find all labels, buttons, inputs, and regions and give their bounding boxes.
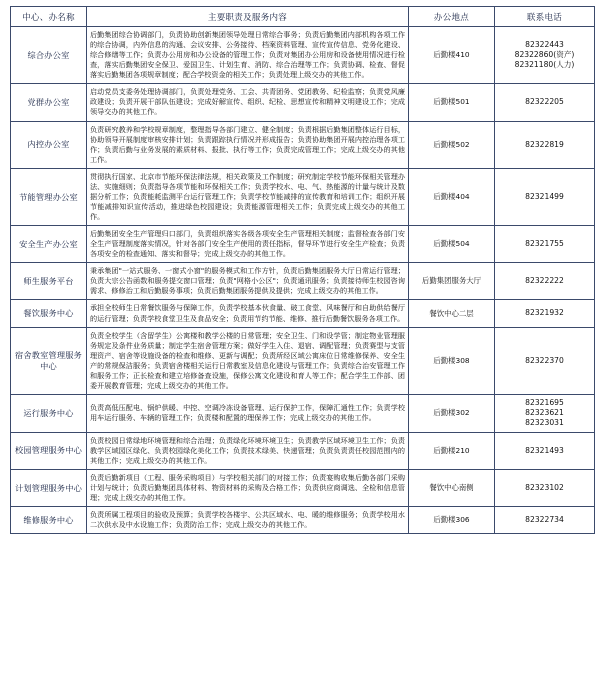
- cell-duty: 负责所属工程项目的验收及预算；负责学校各楼宇、公共区域水、电、暖的维修服务；负责学校用水二次供水及中水设施工作；负责防治工作；完成上级交办的其他工作。: [87, 507, 409, 534]
- phone-number: 82322860(资产): [514, 50, 575, 60]
- cell-place: 后勤楼302: [409, 394, 495, 432]
- cell-phone: [495, 263, 595, 300]
- cell-place: 后勤楼502: [409, 121, 495, 168]
- table-row: [11, 394, 595, 432]
- table-row: [11, 300, 595, 327]
- table-row: [11, 469, 595, 506]
- cell-name: 维修服务中心: [11, 507, 87, 534]
- phone-number: 82321755: [525, 239, 564, 249]
- phone-number: 82322222: [525, 276, 564, 286]
- cell-name: 计划管理服务中心: [11, 469, 87, 506]
- cell-phone: [495, 84, 595, 121]
- cell-name: 运行服务中心: [11, 394, 87, 432]
- table-row: [11, 263, 595, 300]
- cell-duty: 启动党员支委务处理协调部门，负责处理党务、工会、共青团务、党团教务、纪检监察；负责党风廉政建设；负责开展干部队伍建设；完成好解宣传、组织、纪检、思想宣传和精神文明建设工作；完成领导交办的其他工作。: [87, 84, 409, 121]
- column-header-phone: 联系电话: [495, 7, 595, 27]
- cell-duty: 承担全校师生日常餐饮服务与保障工作，负责学校基本伙食量、破工食堂、风味餐厅和自助供给餐厅的运行管理；负责学校食堂卫生及食品安全；负责用节约节能、维修、推行后勤餐饮服务各项工作。: [87, 300, 409, 327]
- cell-name: 党群办公室: [11, 84, 87, 121]
- cell-place: 后勤楼410: [409, 27, 495, 84]
- cell-phone: [495, 394, 595, 432]
- cell-duty: 后勤集团综合协调部门，负责协助创新集团领导处理日常综合事务；负责后勤集团内部机构各项工作的综合协调，内外信息的沟通、会议安排、公务接待、档案资料管理、宣传宣传信息、党务化建设、综合修缮等工作；负责办公用房和办公设备的管理工作；负责对集团办公用房和设备使用情况进行检查，落实后勤集团安全保卫、爱国卫生、计划生育、消防、综合治理等工作；负责协调、检查、督促落实后勤集团各项规章制度；配合学校资金的相关工作；负责处理上级交办的其他工作。: [87, 27, 409, 84]
- cell-duty: 负责校园日常绿地环境管理和综合治理；负责绿化环境环境卫生；负责教学区域环境卫生工作；负责教学区域园区绿化、负责校园绿化美化工作；负责技术绿美、快递管理；负责负责责任校园范围内的其他工作；完成上级交办的其他工作。: [87, 432, 409, 469]
- table-row: [11, 121, 595, 168]
- phone-number: 82322734: [525, 515, 564, 524]
- phone-number: 82323031: [525, 418, 564, 428]
- cell-phone: [495, 27, 595, 84]
- cell-name: 综合办公室: [11, 27, 87, 84]
- cell-name: 校园管理服务中心: [11, 432, 87, 469]
- phone-number: 82321493: [525, 445, 564, 455]
- table-header-row: [11, 7, 595, 27]
- column-header-name: 中心、办名称: [11, 7, 87, 27]
- cell-name: 师生服务平台: [11, 263, 87, 300]
- department-directory-table: [10, 6, 595, 534]
- cell-place: 餐饮中心南侧: [409, 469, 495, 506]
- table-row: [11, 327, 595, 394]
- column-header-duty: 主要职责及服务内容: [87, 7, 409, 27]
- table-row: [11, 168, 595, 225]
- table-row: [11, 84, 595, 121]
- cell-duty: 后勤集团安全生产管理归口部门，负责组织落实各级各项安全生产管理相关制度；监督检查各部门安全生产管理制度落实情况，针对各部门安全生产使用的责任指标，督导环节进行安全生产检查；负责各项安全的检查通知、落实和督导；完成上级交办的其他工作。: [87, 226, 409, 263]
- table-row: [11, 432, 595, 469]
- cell-name: 内控办公室: [11, 121, 87, 168]
- cell-name: 餐饮服务中心: [11, 300, 87, 327]
- cell-name: 节能管理办公室: [11, 168, 87, 225]
- cell-duty: 负责后勤新项目（工程、服务采购项目）与学校相关部门的对接工作；负责宴购收集后勤各部门采购计划与统计；负责后勤集团具体材料、物资材料的采购及合格工作；负责供应商调选、全检和信息管理；完成上级交办的其他工作。: [87, 469, 409, 506]
- column-header-place: 办公地点: [409, 7, 495, 27]
- cell-place: 后勤楼501: [409, 84, 495, 121]
- cell-duty: 贯彻执行国家、北京市节能环保法律法规，相关政策及工作制度；研究制定学校节能环保相关管理办法、实施细则；负责指导各项节能和环保相关工作；负责学校水、电、气、热能源的计量与统计及数据分析工作；负责能耗监测平台运行管理工作；负责学校节能减排的宣传教育和培训工作；组织开展节能减排知识宣传活动，推进绿色校园建设；负责能源管理相关工作；负责完成上级交办的其他工作。: [87, 168, 409, 225]
- table-header: [11, 7, 595, 27]
- cell-place: 后勤楼308: [409, 327, 495, 394]
- cell-duty: 负责高低压配电、锅炉供暖、中控、空调冷冻设备管理、运行保护工作，保障汇通性工作；负责学校用车运行服务、车辆的管理工作；负责楼和配置的理保养工作；完成上级交办的其他工作。: [87, 394, 409, 432]
- phone-number: 82323621: [525, 408, 564, 418]
- table-row: [11, 27, 595, 84]
- phone-number: 82321180(人力): [514, 60, 575, 70]
- cell-place: 后勤楼504: [409, 226, 495, 263]
- phone-number: 82322443: [525, 39, 564, 49]
- cell-phone: [495, 507, 595, 534]
- phone-number: 82322205: [525, 97, 564, 107]
- cell-phone: [495, 168, 595, 225]
- cell-place: 后勤楼210: [409, 432, 495, 469]
- cell-phone: [495, 327, 595, 394]
- table-row: [11, 507, 595, 534]
- phone-number: 82321695: [525, 397, 564, 407]
- cell-duty: 秉承集团"一站式服务、一窗式小窗"的服务模式和工作方针，负责后勤集团服务大厅日常运行管理；负责大宗公告函数和服务提交窗口管理；负责"网格小公区"；负责通讯服务；负责接待师生校园咨询需求、修修治工和后勤服务事项；负责后勤集团服务提供及提供；完成上级交办的其他工作。: [87, 263, 409, 300]
- cell-phone: [495, 300, 595, 327]
- cell-duty: 负责研究教养和学校规章制度，整理指导各部门建立、健全制度；负责根据后勤集团整体运行目标，协助领导开展制度审核安排计划；负责跟踪执行情况并形成报告；负责协助集团开展内控治理各项工作；负责后勤与业务发展的素质材料、报批、执行等工作；负责完成管理工作；完成上级交办的其他工作。: [87, 121, 409, 168]
- cell-phone: [495, 121, 595, 168]
- cell-phone: [495, 226, 595, 263]
- phone-number: 82323102: [525, 482, 564, 492]
- cell-phone: [495, 432, 595, 469]
- table-row: [11, 226, 595, 263]
- phone-number: 82321499: [525, 191, 564, 201]
- table-body: [11, 27, 595, 534]
- phone-number: 82322370: [525, 355, 564, 365]
- cell-duty: 负责全校学生（含留学生）公寓楼和教学公楼的日常管理；安全卫生、门和设学管；制定物业管理服务规定及条件业务质量；制定学生宿舍管理方案；做好学生入住、退宿、调配管理；负责赛型与支管理资产、宿舍等设施设备的检查和维修、更新与调配；负责所经区域公寓床位日常维修保养、安全生产的常规保洁服务；负责宿舍楼相关运行日常教室及信息化建设与管理工作；负责综合治安管理工作和服务工作；正长检查和建立培修备查设施，保修公寓文化建设和育人等工作；配合学生工作部、团委开展教育管理；完成上级交办的其他工作。: [87, 327, 409, 394]
- cell-place: 后勤楼404: [409, 168, 495, 225]
- phone-number: 82321932: [525, 308, 564, 318]
- cell-phone: [495, 469, 595, 506]
- cell-place: 后勤集团服务大厅: [409, 263, 495, 300]
- cell-name: 宿舍教室管理服务中心: [11, 327, 87, 394]
- phone-number: 82322819: [525, 139, 564, 149]
- cell-name: 安全生产办公室: [11, 226, 87, 263]
- cell-place: 后勤楼306: [409, 507, 495, 534]
- cell-place: 餐饮中心二层: [409, 300, 495, 327]
